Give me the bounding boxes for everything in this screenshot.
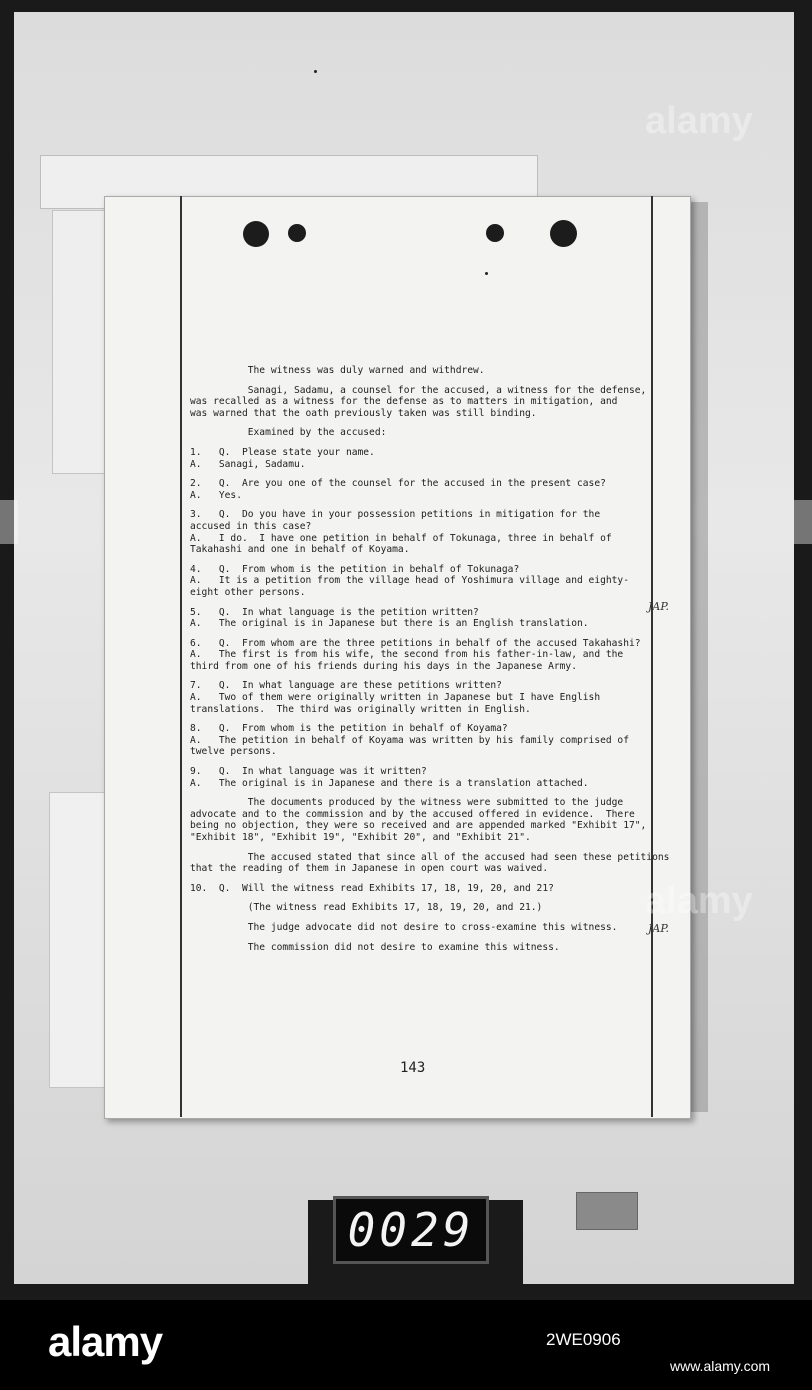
paragraph: 6. Q. From whom are the three petitions in behalf of the accused Takahashi? A. The first is from his wife, the second from his father-in-law, and the third from one of his friends during his days in the Japanese Army. [190,637,641,672]
frame-counter-value: 0029 [347,1203,475,1257]
punch-hole-2 [288,224,306,242]
paragraph: 4. Q. From whom is the petition in behalf of Tokunaga? A. It is a petition from the village head of Yoshimura village and eighty- eight other persons. [190,563,629,598]
page-number: 143 [400,1060,426,1076]
paragraph: The accused stated that since all of the accused had seen these petitions that the reading of them in Japanese in open court was waived. [190,851,670,875]
paragraph: 8. Q. From whom is the petition in behalf of Koyama? A. The petition in behalf of Koyama was written by his family comprised of twelve persons. [190,723,629,758]
footer-image-id: 2WE0906 [546,1330,621,1349]
paragraph: 2. Q. Are you one of the counsel for the accused in the present case? A. Yes. [190,478,606,501]
punch-hole-4 [550,220,577,247]
handwritten-initials-2: JAP. [648,922,670,935]
paragraph: 5. Q. In what language is the petition written? A. The original is in Japanese but there is an English translation. [190,606,589,630]
frame-counter [333,1196,489,1264]
paragraph: 3. Q. Do you have in your possession petitions in mitigation for the accused in this case? A. I do. I have one petition in behalf of Tokunaga, three in behalf of Takahashi and one in behalf of Koyama. [190,509,612,556]
paragraph: 9. Q. In what language was it written? A. The original is in Japanese and there is a translation attached. [190,766,589,789]
watermark-edge-mark [0,500,18,544]
watermark-edge-mark [794,500,812,544]
footer-logo: alamy [48,1318,163,1365]
paragraph: 10. Q. Will the witness read Exhibits 17, 18, 19, 20, and 21? [190,882,554,894]
paragraph: 7. Q. In what language are these petitions written? A. Two of them were originally written in Japanese but I have English translations. The third was originally written in English. [190,680,601,715]
paragraph: Sanagi, Sadamu, a counsel for the accused, a witness for the defense, was recalled as a witness for the defense as to matters in mitigation, and was warned that the oath previously taken was still binding. [190,384,647,419]
paragraph: The witness was duly warned and withdrew. [190,365,485,376]
watermark-text: alamy [645,100,753,142]
paragraph: 1. Q. Please state your name. A. Sanagi, Sadamu. [190,446,375,470]
punch-hole-1 [243,221,269,247]
paragraph: Examined by the accused: [190,427,387,439]
gray-marker [576,1192,638,1230]
watermark-text: alamy [645,880,753,922]
dust-speck [485,272,488,275]
paragraph: The judge advocate did not desire to cross-examine this witness. [190,921,618,933]
document-body [190,365,670,961]
punch-hole-3 [486,224,504,242]
dust-speck [314,70,317,73]
paragraph: (The witness read Exhibits 17, 18, 19, 20, and 21.) [190,902,543,914]
paragraph: The documents produced by the witness were submitted to the judge advocate and to the commission and by the accused offered in evidence. There being no objection, they were so received and are appended marked "Exhibit 17", "Exhibit 18", "Exhibit 19", "Exhibit 20", and "Exhibit 21". [190,797,647,843]
left-paper-tab-bottom [49,792,106,1088]
paragraph: The commission did not desire to examine this witness. [190,941,560,953]
handwritten-initials-1: JAP. [648,600,670,613]
left-paper-tab-top [52,210,108,474]
footer-url: www.alamy.com [670,1358,771,1374]
margin-line-left [180,196,182,1117]
